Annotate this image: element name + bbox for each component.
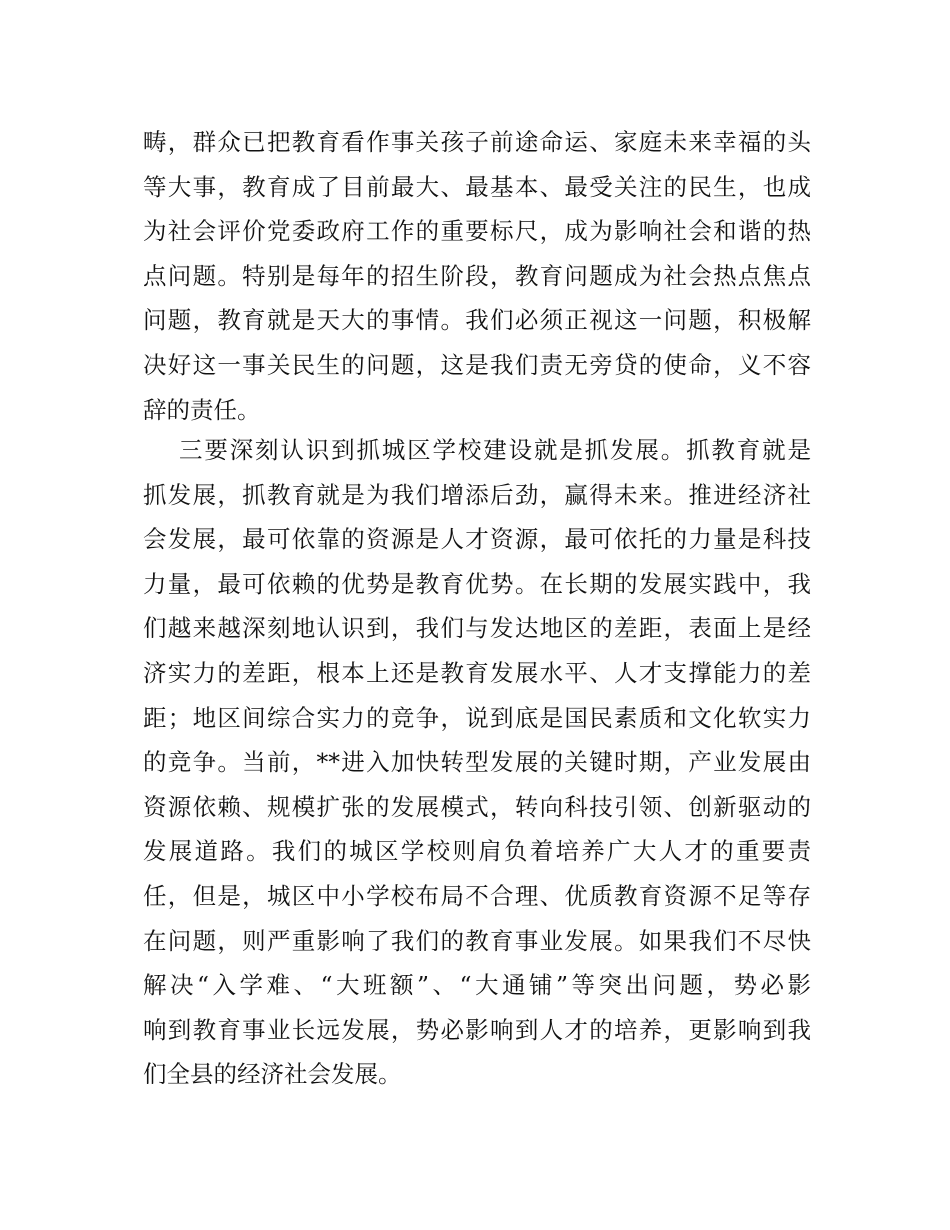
paragraph-line: 会发展，最可依靠的资源是人才资源，最可依托的力量是科技 [143, 525, 811, 554]
paragraph-line: 等大事，教育成了目前最大、最基本、最受关注的民生，也成 [143, 172, 811, 201]
paragraph-line: 三要深刻认识到抓城区学校建设就是抓发展。抓教育就是 [179, 436, 811, 464]
paragraph-1 [143, 120, 811, 432]
paragraph-line: 问题，教育就是天大的事情。我们必须正视这一问题，积极解 [143, 306, 811, 335]
paragraph-line: 解决“入学难、“大班额”、“大通铺”等突出问题，势必影 [143, 971, 811, 1000]
paragraph-line: 决好这一事关民生的问题，这是我们责无旁贷的使命，义不容 [143, 350, 811, 379]
paragraph-line: 的竞争。当前，**进入加快转型发展的关键时期，产业发展由 [143, 748, 811, 777]
paragraph-line: 畴，群众已把教育看作事关孩子前途命运、家庭未来幸福的头 [143, 128, 811, 156]
paragraph-line: 力量，最可依赖的优势是教育优势。在长期的发展实践中，我 [143, 569, 811, 598]
paragraph-line: 任，但是，城区中小学校布局不合理、优质教育资源不足等存 [143, 881, 811, 910]
paragraph-line: 们全县的经济社会发展。 [143, 1060, 402, 1089]
paragraph-line: 们越来越深刻地认识到，我们与发达地区的差距，表面上是经 [143, 614, 811, 643]
paragraph-line: 发展道路。我们的城区学校则肩负着培养广大人才的重要责 [143, 837, 811, 866]
paragraph-line: 点问题。特别是每年的招生阶段，教育问题成为社会热点焦点 [143, 261, 811, 290]
paragraph-line: 为社会评价党委政府工作的重要标尺，成为影响社会和谐的热 [143, 217, 811, 246]
paragraph-line: 抓发展，抓教育就是为我们增添后劲，赢得未来。推进经济社 [143, 480, 811, 509]
paragraph-2 [143, 428, 811, 1097]
paragraph-line: 济实力的差距，根本上还是教育发展水平、人才支撑能力的差 [143, 658, 811, 687]
paragraph-line: 资源依赖、规模扩张的发展模式，转向科技引领、创新驱动的 [143, 792, 811, 821]
paragraph-line: 响到教育事业长远发展，势必影响到人才的培养，更影响到我 [143, 1015, 811, 1044]
paragraph-line: 辞的责任。 [143, 395, 261, 424]
paragraph-line: 在问题，则严重影响了我们的教育事业发展。如果我们不尽快 [143, 926, 811, 955]
paragraph-line: 距；地区间综合实力的竞争，说到底是国民素质和文化软实力 [143, 703, 811, 732]
